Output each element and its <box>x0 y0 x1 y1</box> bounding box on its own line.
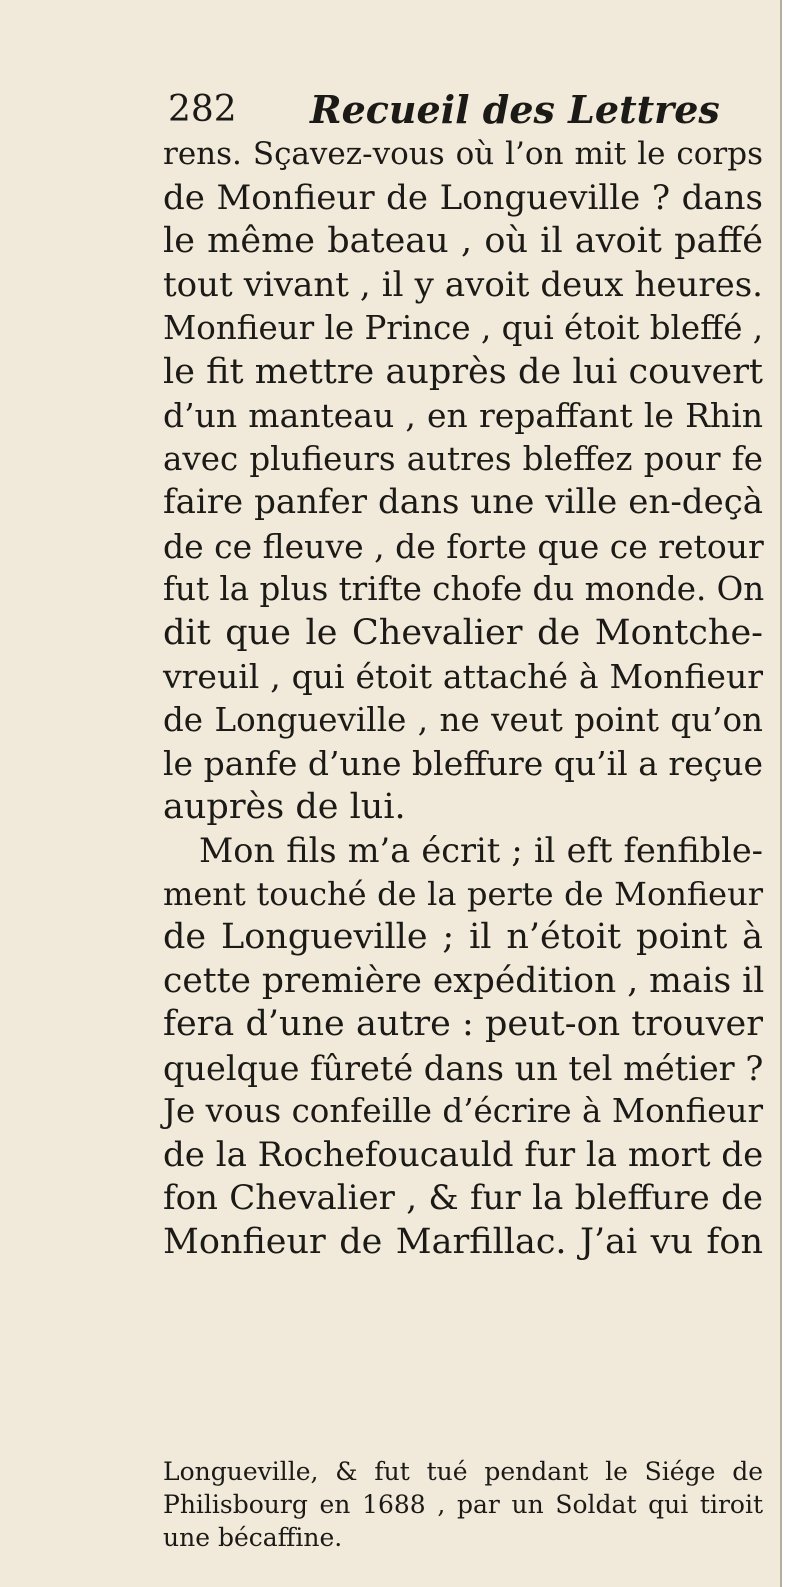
footnote-line: une bécaffine. <box>163 1523 343 1552</box>
text-line: ment touché de la perte de Monfieur <box>163 874 763 913</box>
text-line: le panfe d’une bleffure qu’il a reçue <box>163 744 763 783</box>
page-header <box>168 87 720 132</box>
text-line: cette première expédition , mais il <box>163 960 765 1001</box>
text-line: tout vivant , il y avoit deux heures. <box>163 264 763 305</box>
text-line: fon Chevalier , & fur la bleffure de <box>163 1178 763 1218</box>
page-edge <box>780 0 800 1587</box>
text-line: avec plufieurs autres bleffez pour fe <box>163 439 763 478</box>
text-line: Monfieur le Prince , qui étoit bleffé , <box>163 309 764 347</box>
text-line: fut la plus trifte chofe du monde. On <box>163 570 765 608</box>
footnote-line: Longueville, & fut tué pendant le Siége de <box>163 1457 763 1486</box>
text-line: Mon fils m’a écrit ; il eft fenfible- <box>199 831 763 870</box>
text-line: vreuil , qui étoit attaché à Monfieur <box>163 657 763 696</box>
text-line: le fit mettre auprès de lui couvert <box>163 351 763 392</box>
text-line: de ce fleuve , de forte que ce retour <box>163 526 764 566</box>
text-line: auprès de lui. <box>163 786 406 827</box>
text-line: fera d’une autre : peut-on trouver <box>163 1004 763 1044</box>
text-line: d’un manteau , en repaffant le Rhin <box>163 396 763 435</box>
text-line: faire panfer dans une ville en-deçà <box>163 482 763 522</box>
text-line: de Longueville ; il n’étoit point à <box>163 917 763 957</box>
text-line: rens. Sçavez-vous où l’on mit le corps <box>163 136 763 172</box>
body-text <box>163 133 763 1264</box>
footnote <box>163 1455 763 1554</box>
text-line: dit que le Chevalier de Montche- <box>163 612 763 653</box>
text-line: de Longueville , ne veut point qu’on <box>163 700 763 739</box>
text-line: Monfieur de Marfillac. J’ai vu fon <box>163 1221 763 1262</box>
footnote-line: Philisbourg en 1688 , par un Soldat qui tiroit <box>163 1490 763 1519</box>
text-line: de Monfieur de Longueville ? dans <box>163 177 763 218</box>
page-number: 282 <box>168 89 237 130</box>
running-title: Recueil des Lettres <box>310 87 720 132</box>
text-line: le même bateau , où il avoit paffé <box>163 221 763 261</box>
text-line: Je vous confeille d’écrire à Monfieur <box>163 1092 763 1130</box>
text-line: quelque fûreté dans un tel métier ? <box>163 1048 764 1088</box>
text-line: de la Rochefoucauld fur la mort de <box>163 1134 764 1175</box>
